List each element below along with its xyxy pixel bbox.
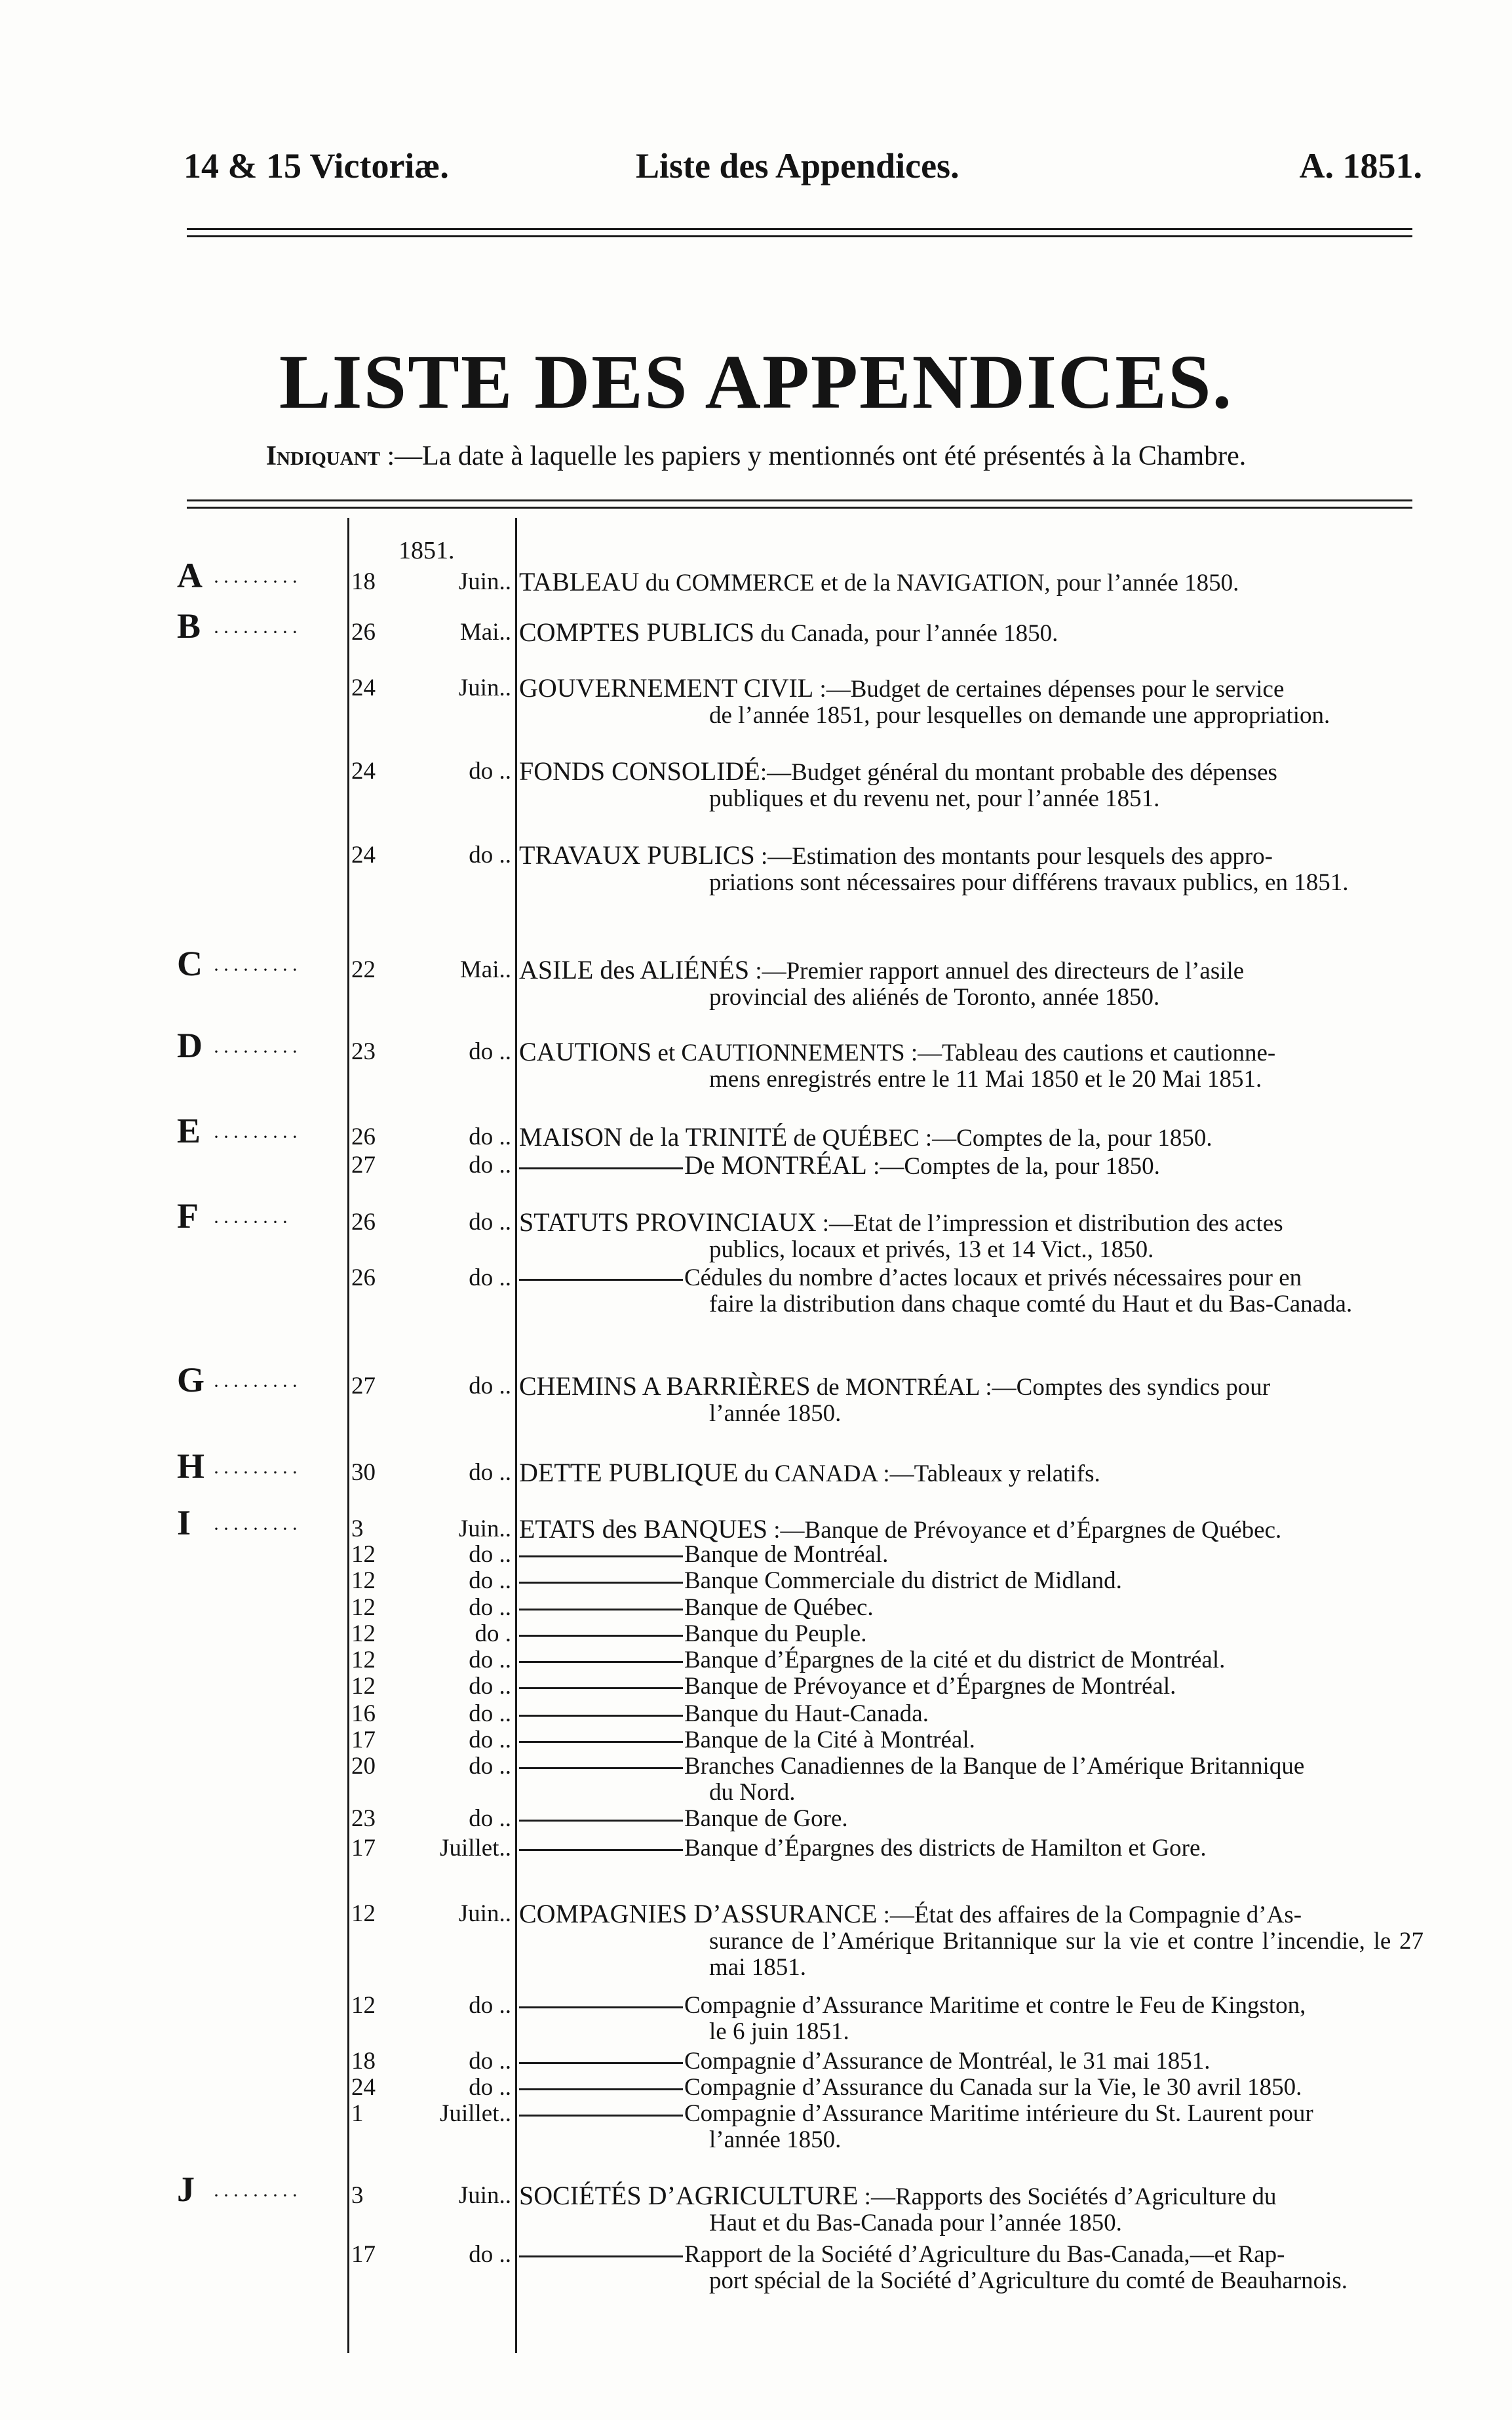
entry-description — [519, 675, 1424, 729]
entry-month: Mai.. — [459, 619, 511, 646]
entry-title: TRAVAUX PUBLICS — [519, 840, 755, 870]
entry-description — [519, 1701, 1424, 1727]
leader-dots: ········· — [213, 621, 301, 643]
entry-description — [519, 1727, 1424, 1753]
entry-description — [519, 1568, 1424, 1594]
entry-text: :—État des affaires de la Compagnie d’As- — [877, 1902, 1302, 1928]
entry-continuation: l’année 1850. — [709, 2126, 842, 2153]
entry-day: 17 — [351, 1727, 376, 1753]
entry-day: 23 — [351, 1805, 376, 1832]
entry-month: do .. — [469, 842, 511, 868]
leader-dots: ········· — [213, 571, 301, 593]
entry-day: 27 — [351, 1373, 376, 1399]
entry-text: Rapport de la Société d’Agriculture du Bas-Canada,—et Rap- — [684, 2241, 1285, 2268]
entry-day: 3 — [351, 1515, 364, 1542]
entry-day: 26 — [351, 1209, 376, 1236]
appendix-letter: J — [177, 2170, 195, 2209]
entry-description — [519, 1152, 1424, 1180]
entry-continuation: surance de l’Amérique Britannique sur la vie et contre l’incendie, le 27 mai 1851. — [709, 1928, 1424, 1981]
entry-month: Juin.. — [458, 2182, 511, 2209]
entry-month: do .. — [469, 1594, 511, 1621]
entry-description — [519, 1209, 1424, 1263]
entry-description — [519, 2242, 1424, 2294]
entry-month: do .. — [469, 1541, 511, 1568]
entry-description — [519, 1993, 1424, 2045]
entry-day: 12 — [351, 1673, 376, 1700]
leader-dots: ········· — [213, 1041, 301, 1063]
entry-title: COMPAGNIES D’ASSURANCE — [519, 1899, 878, 1928]
header-session: 14 & 15 Victoriæ. — [184, 146, 449, 185]
entry-day: 24 — [351, 842, 376, 868]
entry-text: Banque du Haut-Canada. — [684, 1700, 929, 1727]
entry-month: do .. — [469, 1373, 511, 1399]
entry-text: et CAUTIONNEMENTS :—Tableau des cautions et cautionne- — [651, 1040, 1276, 1066]
leader-dots: ········· — [213, 1518, 301, 1540]
entry-title: STATUTS PROVINCIAUX — [519, 1207, 817, 1237]
entry-description — [519, 1621, 1424, 1647]
entry-description — [519, 1373, 1424, 1427]
entry-day: 17 — [351, 2241, 376, 2268]
entry-continuation: mens enregistrés entre le 11 Mai 1850 et le 20 Mai 1851. — [709, 1066, 1262, 1093]
ditto-rule — [519, 2115, 683, 2117]
entry-description — [519, 1753, 1424, 1806]
entry-day: 17 — [351, 1835, 376, 1862]
entry-description — [519, 1647, 1424, 1673]
entry-text: Banque d’Épargnes des districts de Hamilton et Gore. — [684, 1835, 1207, 1862]
entry-description — [519, 1835, 1424, 1862]
entry-description — [519, 1901, 1424, 1981]
header-rule — [187, 228, 1412, 237]
entry-text: de MONTRÉAL :—Comptes des syndics pour — [810, 1374, 1271, 1401]
entry-title: CHEMINS A BARRIÈRES — [519, 1371, 811, 1401]
entry-month: Mai.. — [459, 956, 511, 983]
entry-description — [519, 758, 1424, 812]
ditto-rule — [519, 2088, 683, 2090]
column-rule-left — [347, 518, 349, 2353]
entry-title: FONDS CONSOLIDÉ — [519, 756, 760, 786]
entry-description — [519, 2183, 1424, 2236]
entry-continuation: Haut et du Bas-Canada pour l’année 1850. — [709, 2210, 1122, 2236]
entry-description — [519, 1542, 1424, 1568]
ditto-rule — [519, 1582, 683, 1584]
entry-month: Juin.. — [458, 1900, 511, 1927]
entry-text: Banque de Montréal. — [684, 1541, 889, 1568]
appendix-letter: B — [177, 606, 201, 646]
entry-title: De MONTRÉAL — [684, 1150, 867, 1180]
entry-title: TABLEAU — [519, 567, 640, 596]
table-top-rule — [187, 499, 1412, 509]
entry-month: do .. — [469, 1567, 511, 1594]
entry-day: 18 — [351, 568, 376, 595]
entry-text: Banque Commerciale du district de Midland. — [684, 1567, 1122, 1594]
header-section-title: Liste des Appendices. — [636, 146, 960, 185]
entry-description — [519, 1673, 1424, 1700]
entry-day: 16 — [351, 1700, 376, 1727]
entry-description — [519, 1265, 1424, 1317]
entry-month: Juillet.. — [440, 1835, 511, 1862]
entry-month: do .. — [469, 1647, 511, 1673]
entry-day: 12 — [351, 1594, 376, 1621]
leader-dots: ········· — [213, 959, 301, 981]
entry-month: do .. — [469, 1727, 511, 1753]
entry-month: do .. — [469, 2074, 511, 2101]
entry-day: 12 — [351, 1992, 376, 2019]
entry-continuation: l’année 1850. — [709, 1400, 842, 1427]
appendix-letter: D — [177, 1026, 203, 1065]
entry-month: do .. — [469, 1038, 511, 1065]
entry-text: :—Etat de l’impression et distribution des actes — [816, 1210, 1283, 1237]
ditto-rule — [519, 1635, 683, 1637]
ditto-rule — [519, 2006, 683, 2008]
entry-day: 24 — [351, 758, 376, 785]
entry-month: do .. — [469, 1123, 511, 1150]
entry-day: 3 — [351, 2182, 364, 2209]
entry-day: 12 — [351, 1567, 376, 1594]
entry-text: :—Budget général du montant probable des dépenses — [760, 759, 1277, 786]
entry-day: 12 — [351, 1541, 376, 1568]
entry-month: do . — [475, 1620, 511, 1647]
entry-title: COMPTES PUBLICS — [519, 617, 754, 647]
entry-text: :—Budget de certaines dépenses pour le service — [813, 676, 1285, 703]
entry-day: 12 — [351, 1620, 376, 1647]
entry-month: do .. — [469, 758, 511, 785]
entry-text: du Canada, pour l’année 1850. — [754, 620, 1058, 647]
ditto-rule — [519, 1609, 683, 1610]
ditto-rule — [519, 2255, 683, 2257]
ditto-rule — [519, 1687, 683, 1689]
entry-text: Banque d’Épargnes de la cité et du district de Montréal. — [684, 1647, 1226, 1673]
entry-month: do .. — [469, 2048, 511, 2075]
appendix-letter: F — [177, 1196, 199, 1236]
subtitle-text: :—La date à laquelle les papiers y mentionnés ont été présentés à la Chambre. — [379, 441, 1247, 471]
entry-text: :—Banque de Prévoyance et d’Épargnes de Québec. — [767, 1517, 1282, 1544]
entry-text: de QUÉBEC :—Comptes de la, pour 1850. — [787, 1125, 1212, 1152]
entry-title: ETATS des BANQUES — [519, 1514, 768, 1544]
entry-month: do .. — [469, 1673, 511, 1700]
entry-title: SOCIÉTÉS D’AGRICULTURE — [519, 2181, 859, 2210]
entry-text: Branches Canadiennes de la Banque de l’Amérique Britannique — [684, 1753, 1305, 1780]
entry-continuation: publics, locaux et privés, 13 et 14 Vict., 1850. — [709, 1236, 1154, 1263]
year-heading: 1851. — [398, 537, 455, 564]
appendix-letter: A — [177, 556, 203, 595]
entry-description — [519, 1516, 1424, 1544]
leader-dots: ········· — [213, 1126, 301, 1148]
entry-continuation: faire la distribution dans chaque comté du Haut et du Bas-Canada. — [709, 1291, 1353, 1317]
entry-description — [519, 2075, 1424, 2101]
entry-day: 26 — [351, 1264, 376, 1291]
entry-description — [519, 957, 1424, 1011]
leader-dots: ········· — [213, 1462, 301, 1483]
entry-month: do .. — [469, 1805, 511, 1832]
entry-description — [519, 2048, 1424, 2075]
entry-title: CAUTIONS — [519, 1037, 652, 1066]
entry-description — [519, 619, 1424, 647]
entry-description — [519, 569, 1424, 596]
entry-title: DETTE PUBLIQUE — [519, 1458, 739, 1487]
entry-text: Banque de Québec. — [684, 1594, 874, 1621]
entry-month: do .. — [469, 1264, 511, 1291]
entry-continuation: le 6 juin 1851. — [709, 2018, 849, 2045]
entry-month: do .. — [469, 2241, 511, 2268]
entry-text: :—Rapports des Sociétés d’Agriculture du — [858, 2183, 1277, 2210]
header-year: A. 1851. — [1299, 146, 1422, 185]
entry-day: 22 — [351, 956, 376, 983]
leader-dots: ········· — [213, 1375, 301, 1397]
entry-description — [519, 842, 1424, 896]
entry-month: do .. — [469, 1992, 511, 2019]
entry-continuation: publiques et du revenu net, pour l’année 1851. — [709, 785, 1160, 812]
entry-day: 26 — [351, 1123, 376, 1150]
running-header — [184, 146, 1422, 198]
entry-day: 30 — [351, 1459, 376, 1486]
entry-month: do .. — [469, 1700, 511, 1727]
entry-text: Cédules du nombre d’actes locaux et privés nécessaires pour en — [684, 1264, 1302, 1291]
entry-description — [519, 1124, 1424, 1152]
entry-description — [519, 1039, 1424, 1093]
entry-day: 26 — [351, 619, 376, 646]
appendix-letter: E — [177, 1111, 201, 1150]
entry-day: 24 — [351, 2074, 376, 2101]
entry-day: 20 — [351, 1753, 376, 1780]
ditto-rule — [519, 1849, 683, 1851]
entry-day: 24 — [351, 674, 376, 701]
entry-month: Juillet.. — [440, 2100, 511, 2127]
entry-title: GOUVERNEMENT CIVIL — [519, 673, 814, 703]
entry-day: 23 — [351, 1038, 376, 1065]
entry-text: :—Estimation des montants pour lesquels des appro- — [754, 843, 1273, 870]
appendix-letter: C — [177, 944, 203, 983]
entry-day: 27 — [351, 1152, 376, 1179]
entry-continuation: port spécial de la Société d’Agriculture du comté de Beauharnois. — [709, 2267, 1347, 2294]
ditto-rule — [519, 1820, 683, 1822]
ditto-rule — [519, 1279, 683, 1281]
entry-month: Juin.. — [458, 568, 511, 595]
ditto-rule — [519, 1715, 683, 1717]
ditto-rule — [519, 1167, 683, 1169]
entry-day: 12 — [351, 1647, 376, 1673]
appendix-letter: I — [177, 1503, 191, 1542]
entry-description — [519, 1806, 1424, 1832]
entry-day: 18 — [351, 2048, 376, 2075]
entry-continuation: priations sont nécessaires pour différens travaux publics, en 1851. — [709, 869, 1349, 896]
ditto-rule — [519, 1555, 683, 1557]
entry-text: du CANADA :—Tableaux y relatifs. — [738, 1460, 1100, 1487]
leader-dots: ········· — [213, 2185, 301, 2206]
entry-description — [519, 2101, 1424, 2153]
subtitle-lead: Indiquant — [265, 441, 380, 471]
entry-title: ASILE des ALIÉNÉS — [519, 955, 750, 985]
entry-day: 1 — [351, 2100, 364, 2127]
entry-description — [519, 1460, 1424, 1487]
entry-continuation: du Nord. — [709, 1779, 796, 1806]
appendix-letter: H — [177, 1447, 205, 1486]
entry-text: Compagnie d’Assurance Maritime intérieure du St. Laurent pour — [684, 2100, 1313, 2127]
column-rule-right — [515, 518, 517, 2353]
page-subtitle — [0, 440, 1512, 472]
entry-text: Banque de Gore. — [684, 1805, 848, 1832]
entry-continuation: de l’année 1851, pour lesquelles on demande une appropriation. — [709, 702, 1330, 729]
entry-text: Banque du Peuple. — [684, 1620, 867, 1647]
appendix-letter: G — [177, 1360, 205, 1399]
entry-month: Juin.. — [458, 1515, 511, 1542]
entry-month: do .. — [469, 1459, 511, 1486]
entry-text: Banque de Prévoyance et d’Épargnes de Montréal. — [684, 1673, 1176, 1700]
entry-title: MAISON de la TRINITÉ — [519, 1122, 788, 1152]
ditto-rule — [519, 1767, 683, 1769]
entry-text: Banque de la Cité à Montréal. — [684, 1727, 975, 1753]
entry-text: Compagnie d’Assurance du Canada sur la Vie, le 30 avril 1850. — [684, 2074, 1302, 2101]
ditto-rule — [519, 2062, 683, 2064]
entry-text: Compagnie d’Assurance de Montréal, le 31 mai 1851. — [684, 2048, 1211, 2075]
entry-month: do .. — [469, 1209, 511, 1236]
entry-description — [519, 1595, 1424, 1621]
entry-text: Compagnie d’Assurance Maritime et contre le Feu de Kingston, — [684, 1992, 1306, 2019]
entry-text: du COMMERCE et de la NAVIGATION, pour l’année 1850. — [639, 570, 1239, 596]
entry-continuation: provincial des aliénés de Toronto, année 1850. — [709, 984, 1160, 1011]
entry-month: do .. — [469, 1152, 511, 1179]
entry-day: 12 — [351, 1900, 376, 1927]
entry-month: do .. — [469, 1753, 511, 1780]
entry-text: :—Premier rapport annuel des directeurs de l’asile — [749, 958, 1245, 985]
entry-month: Juin.. — [458, 674, 511, 701]
entry-text: :—Comptes de la, pour 1850. — [866, 1153, 1160, 1180]
ditto-rule — [519, 1741, 683, 1743]
ditto-rule — [519, 1661, 683, 1663]
leader-dots: ········ — [213, 1211, 292, 1233]
page-title: LISTE DES APPENDICES. — [279, 339, 1233, 425]
